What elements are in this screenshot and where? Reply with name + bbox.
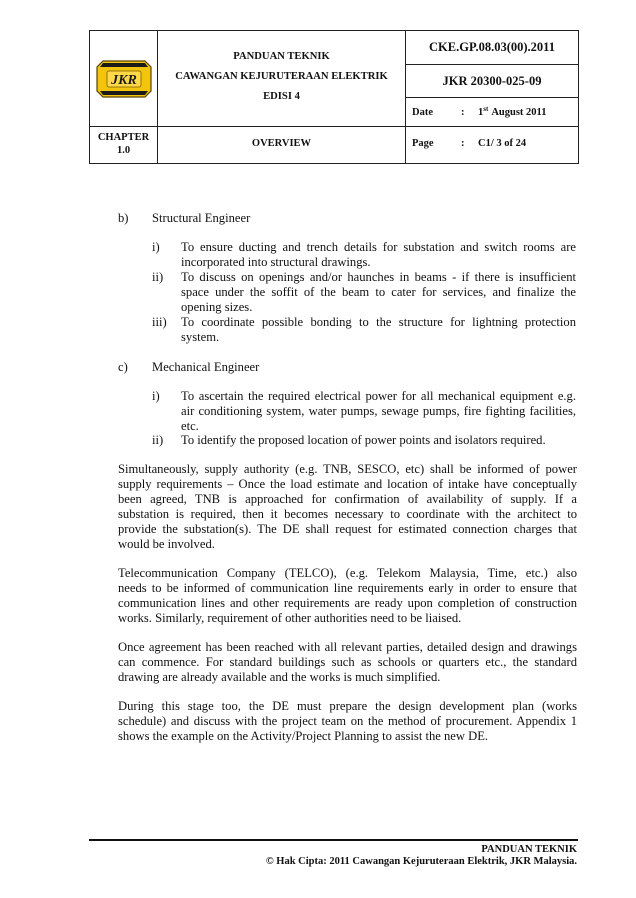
text-line: Telecommunication Company (TELCO), (e.g. Telekom Malaysia, Time, etc.) also xyxy=(118,566,577,580)
date-day: 1 xyxy=(478,106,484,118)
chapter-label: CHAPTER xyxy=(97,132,150,143)
list-item-text xyxy=(181,240,576,270)
text-line: air conditioning system, water pumps, sewage pumps, fire fighting facilities, xyxy=(181,404,576,418)
text-line: space under the soffit of the beam to cater for services, and finalize the xyxy=(181,285,576,299)
paragraph xyxy=(118,699,577,744)
list-item xyxy=(152,433,576,448)
list-item xyxy=(152,389,576,434)
text-line: shows the example on the Activity/Project Planning to assist the new DE. xyxy=(118,729,489,743)
text-line: Once agreement has been reached with all relevant parties, detailed design and drawings xyxy=(118,640,577,654)
page-number: C1/ 3 of 24 xyxy=(478,138,527,149)
text-line: drawing are already available and the works is much simplified. xyxy=(118,670,441,684)
text-line: been agreed, TNB is approached for confirmation of availability of supply. If a xyxy=(118,492,577,506)
text-line: would be involved. xyxy=(118,537,215,551)
title-line: PANDUAN TEKNIK xyxy=(233,51,330,62)
text-line: system. xyxy=(181,330,220,344)
text-line: To ascertain the required electrical power for all mechanical equipment e.g. xyxy=(181,389,576,403)
date-separator: : xyxy=(461,106,465,118)
page-label: Page xyxy=(412,138,434,149)
date-field xyxy=(406,98,578,126)
text-line: To discuss on openings and/or haunches in beams - if there is insufficient xyxy=(181,270,576,284)
text-line: To identify the proposed location of power points and isolators required. xyxy=(181,433,546,447)
page-field xyxy=(406,127,578,163)
date-ordinal-suffix: st xyxy=(483,104,489,113)
section-heading: Structural Engineer xyxy=(152,211,251,225)
text-line: To ensure ducting and trench details for substation and switch rooms are xyxy=(181,240,576,254)
footer-title: PANDUAN TEKNIK xyxy=(481,844,577,855)
section-heading: Mechanical Engineer xyxy=(152,360,260,374)
text-line: opening sizes. xyxy=(181,300,253,314)
list-numeral: i) xyxy=(152,240,160,254)
list-numeral: ii) xyxy=(152,433,164,447)
date-label: Date xyxy=(412,106,433,118)
footer-copyright: © Hak Cipta: 2011 Cawangan Kejuruteraan Elektrik, JKR Malaysia. xyxy=(265,856,577,867)
section-title: OVERVIEW xyxy=(251,138,312,149)
list-numeral: iii) xyxy=(152,315,167,329)
list-item xyxy=(152,270,576,315)
text-line: schedule) and discuss with the project team on the method of procurement. Appendix 1 xyxy=(118,714,577,728)
list-numeral: i) xyxy=(152,389,160,403)
text-line: can commence. For standard buildings such as schools or quarters etc., the standard xyxy=(118,655,577,669)
footer-rule xyxy=(89,839,578,841)
text-line: provide the substation(s). The DE shall request for estimated connection charges that xyxy=(118,522,577,536)
date-month-year: August 2011 xyxy=(491,106,547,118)
document-code: CKE.GP.08.03(00).2011 xyxy=(429,40,555,54)
paragraph xyxy=(118,462,577,552)
section-marker: b) xyxy=(118,211,129,225)
logo-wordmark: JKR xyxy=(110,72,137,88)
text-line: needs to be informed of communication line requirements early in order to ensure that xyxy=(118,581,577,595)
paragraph xyxy=(118,640,577,685)
text-line: Simultaneously, supply authority (e.g. TNB, SESCO, etc) shall be informed of power xyxy=(118,462,577,476)
document-title-block xyxy=(158,31,405,126)
section-marker: c) xyxy=(118,360,128,374)
jkr-logo-icon xyxy=(95,59,153,99)
list-item xyxy=(152,240,576,270)
list-item-text xyxy=(181,315,576,345)
date-value xyxy=(478,104,547,118)
text-line: substation is required, then it becomes necessary to coordinate with the architect to xyxy=(118,507,577,521)
paragraph xyxy=(118,566,577,626)
list-item-text xyxy=(181,270,576,315)
text-line: supply requirements – Once the load estimate and location of intake have conceptually xyxy=(118,477,577,491)
title-line: EDISI 4 xyxy=(263,91,300,102)
text-line: etc. xyxy=(181,419,199,433)
text-line: During this stage too, the DE must prepare the design development plan (works xyxy=(118,699,577,713)
text-line: To coordinate possible bonding to the structure for lightning protection xyxy=(181,315,576,329)
reference-number: JKR 20300-025-09 xyxy=(442,73,542,88)
text-line: works. Similarly, requirement of other authorities need to be liaised. xyxy=(118,611,462,625)
page-separator: : xyxy=(461,138,465,149)
title-line: CAWANGAN KEJURUTERAAN ELEKTRIK xyxy=(175,71,388,82)
page-footer xyxy=(89,844,577,868)
text-line: communication lines and other requirements are ready upon completion of construction xyxy=(118,596,577,610)
chapter-number: 1.0 xyxy=(116,145,131,156)
list-item xyxy=(152,315,576,345)
chapter-cell xyxy=(90,127,157,163)
text-line: incorporated into structural drawings. xyxy=(181,255,371,269)
logo-cell xyxy=(90,31,157,126)
document-header-table xyxy=(89,30,579,164)
list-item-text xyxy=(181,433,576,448)
list-numeral: ii) xyxy=(152,270,164,284)
list-item-text xyxy=(181,389,576,434)
